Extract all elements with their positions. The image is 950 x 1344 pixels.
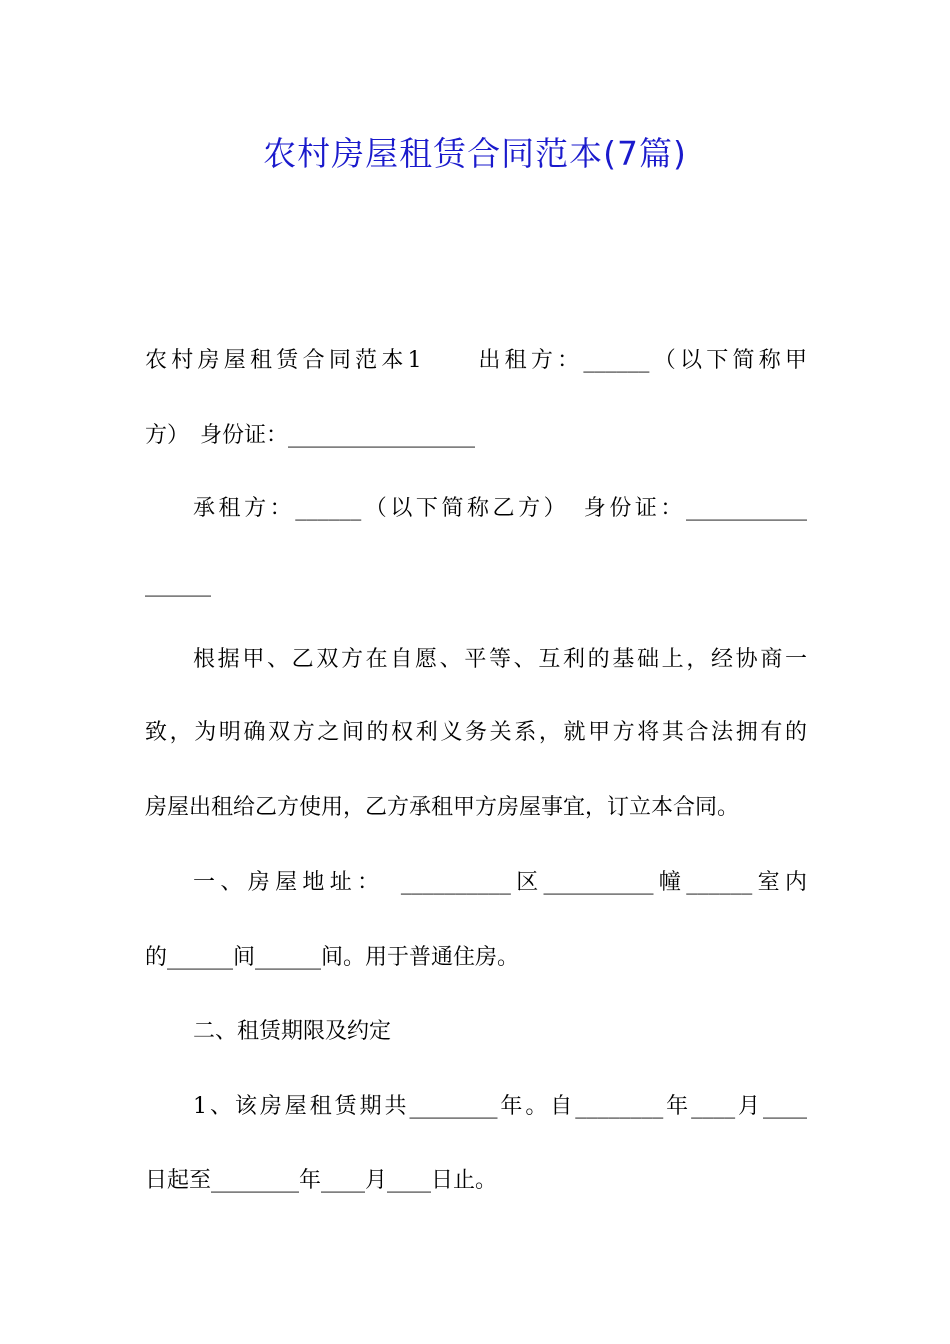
section-heading-2: 二、租赁期限及约定 — [193, 1019, 392, 1044]
contract-line-8: 一、房屋地址： __________区__________幢______室内 — [193, 870, 807, 895]
contract-line-12: 日起至________年____月____日止。 — [145, 1168, 498, 1193]
contract-line-2: 方） 身份证：_________________ — [145, 423, 476, 448]
contract-line-4: ______ — [145, 572, 211, 597]
contract-line-3: 承租方：______（以下简称乙方） 身份证：___________ — [193, 496, 807, 521]
document-title: 农村房屋租赁合同范本(7篇) — [263, 134, 687, 173]
contract-line-9: 的______间______间。用于普通住房。 — [145, 945, 520, 970]
contract-line-1: 农村房屋租赁合同范本1 出租方：______（以下简称甲 — [145, 348, 807, 373]
contract-line-7: 房屋出租给乙方使用，乙方承租甲方房屋事宜，订立本合同。 — [145, 795, 740, 820]
contract-line-11: 1、该房屋租赁期共________年。自________年____月____ — [193, 1094, 807, 1119]
contract-line-5: 根据甲、乙双方在自愿、平等、互利的基础上，经协商一 — [193, 647, 807, 672]
contract-line-6: 致，为明确双方之间的权利义务关系，就甲方将其合法拥有的 — [145, 720, 807, 745]
